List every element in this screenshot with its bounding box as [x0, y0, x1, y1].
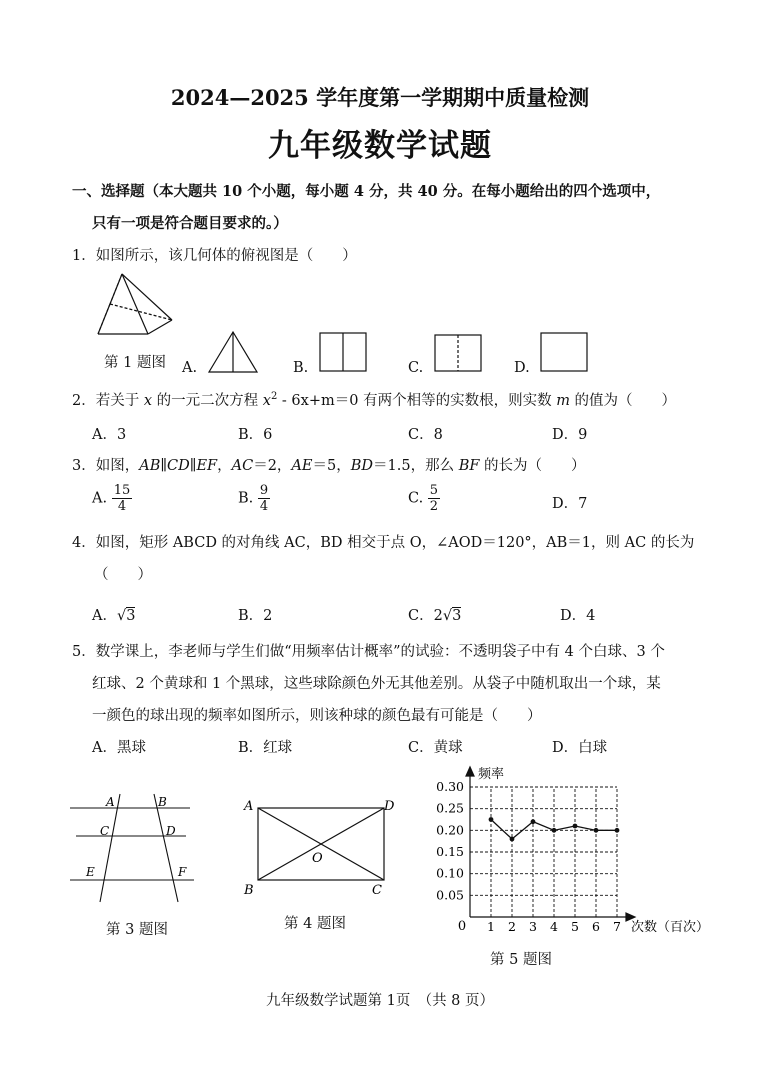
chart-xtick-label: 5: [571, 919, 579, 934]
fig3-caption: 第 3 题图: [106, 922, 168, 938]
q4-stem: 4．如图，矩形 ABCD 的对角线 AC，BD 相交于点 O，∠AOD＝120°，AB＝1，则 AC 的长为: [72, 535, 695, 551]
q5-stem-line2: 红球、2 个黄球和 1 个黑球，这些球除颜色外无其他差别。从袋子中随机取出一个球，某: [92, 676, 661, 692]
q5-option-a: A．黑球: [92, 740, 146, 756]
q5-option-c: C．黄球: [408, 740, 463, 756]
section-heading-line2: 只有一项是符合题目要求的。）: [92, 215, 288, 232]
q1-option-d-label: D.: [514, 360, 530, 376]
fig5-frequency-chart: [428, 764, 718, 940]
q2-stem: 2．若关于 x 的一元二次方程 $x^2 - 6x+m=0$ 有两个相等的实数根，则实数 m 的值为（ ）: [72, 391, 677, 409]
sqrt-icon: √: [442, 608, 453, 624]
q4-paren: （ ）: [94, 567, 152, 583]
chart-ytick-label: 0.05: [436, 887, 464, 903]
q3-stem: 3．如图，AB∥CD∥EF，AC＝2，AE＝5，BD＝1.5，那么 BF 的长为（ ）: [72, 458, 586, 474]
chart-data-point: [615, 828, 620, 833]
chart-data-point: [489, 817, 494, 822]
fig3-label-d: D: [166, 824, 176, 838]
fig4-rectangle: [238, 796, 402, 900]
page-footer: 九年级数学试题第 1页 （共 8 页）: [265, 993, 495, 1009]
q2-option-b: B．6: [238, 427, 273, 443]
q4-option-b: B．2: [238, 608, 273, 624]
fig4-caption: 第 4 题图: [284, 916, 346, 932]
q1-option-d-rect: [540, 332, 590, 374]
q1-option-b-label: B.: [293, 360, 309, 376]
sqrt-icon: √: [116, 608, 127, 624]
y-axis-arrow-icon: [466, 767, 474, 776]
q1-option-c-rect: [434, 334, 484, 374]
chart-xtick-label: 7: [613, 919, 621, 934]
q1-option-a-label: A.: [182, 360, 198, 376]
fig3-label-f: F: [178, 865, 187, 879]
chart-origin-label: 0: [457, 919, 467, 934]
section-heading: 一、选择题（本大题共 10 个小题，每小题 4 分，共 40 分。在每小题给出的四个选项中，: [72, 183, 661, 200]
chart-xtick-label: 1: [487, 919, 495, 934]
q1-prism-figure: [92, 270, 174, 340]
fig5-caption: 第 5 题图: [490, 952, 552, 968]
chart-data-point: [552, 828, 557, 833]
fig4-label-c: C: [372, 883, 382, 898]
q4-option-d: D．4: [560, 608, 596, 624]
q5-stem-line1: 5．数学课上，李老师与学生们做“用频率估计概率”的试验：不透明袋子中有 4 个白球、3 个: [72, 644, 665, 660]
q2-option-d: D．9: [552, 427, 588, 443]
chart-ytick-label: 0.20: [436, 822, 464, 838]
fig3-label-a: A: [106, 795, 115, 809]
q5-stem-line3: 一颜色的球出现的频率如图所示，则该种球的颜色最有可能是（ ）: [92, 708, 542, 724]
chart-ytick-label: 0.10: [436, 865, 464, 881]
chart-ylabel: 频率: [478, 767, 505, 782]
fig4-label-d: D: [384, 799, 395, 814]
chart-ytick-label: 0.25: [436, 800, 464, 816]
q1-option-b-rect: [319, 332, 369, 374]
fig3-label-b: B: [158, 795, 167, 809]
q2-option-a: A．3: [92, 427, 127, 443]
fig4-label-b: B: [244, 883, 254, 898]
exam-subtitle: 九年级数学试题: [268, 128, 492, 164]
chart-data-point: [573, 824, 578, 829]
chart-xtick-label: 4: [550, 919, 558, 934]
fig3-label-c: C: [100, 824, 110, 838]
chart-ytick-label: 0.30: [436, 779, 464, 794]
chart-data-point: [531, 819, 536, 824]
fig3-label-e: E: [86, 865, 95, 879]
q5-option-b: B．红球: [238, 740, 293, 756]
q2-option-c: C．8: [408, 427, 443, 443]
q3-option-a: A. $\frac{15}{4}$: [92, 483, 131, 514]
exam-title: 2024—2025 学年度第一学期期中质量检测: [170, 85, 590, 110]
q1-option-c-label: C.: [408, 360, 424, 376]
q1-option-a-triangle: [207, 330, 259, 374]
chart-xtick-label: 2: [508, 919, 516, 934]
fig3-parallel-lines: [62, 790, 202, 908]
chart-data-point: [510, 837, 515, 842]
chart-xlabel: 次数（百次）: [631, 920, 710, 935]
q3-option-c: C. $\frac{5}{2}$: [408, 483, 439, 514]
q3-option-b: B. $\frac{9}{4}$: [238, 483, 269, 514]
chart-data-point: [594, 828, 599, 833]
chart-xtick-label: 6: [592, 919, 600, 934]
q3-option-d: D．7: [552, 496, 588, 512]
chart-ytick-label: 0.15: [436, 844, 464, 859]
chart-xtick-label: 3: [529, 919, 537, 934]
fig4-label-o: O: [312, 851, 323, 866]
q4-option-c: C．2√3: [408, 608, 462, 624]
fig4-label-a: A: [244, 799, 254, 814]
q4-option-a: A．√3: [92, 608, 136, 624]
q1-figure-caption: 第 1 题图: [104, 355, 166, 371]
q5-option-d: D．白球: [552, 740, 608, 756]
q1-stem: 1．如图所示，该几何体的俯视图是（ ）: [72, 248, 357, 264]
